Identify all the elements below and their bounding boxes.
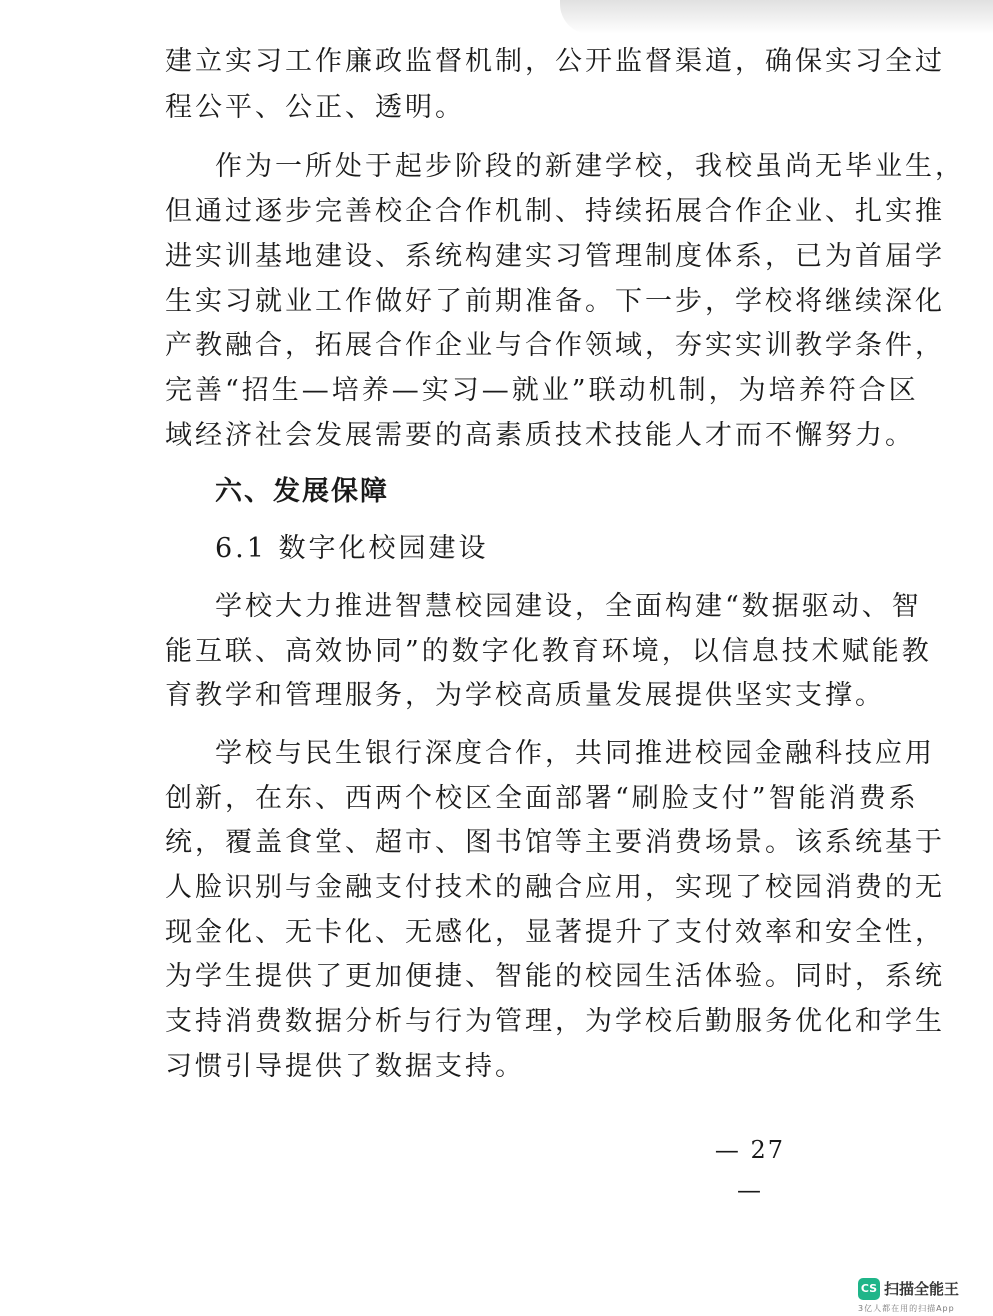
watermark-tagline: 3亿人都在用的扫描App [858,1304,955,1313]
text-line: 学校与民生银行深度合作，共同推进校园金融科技应用 [215,738,935,769]
section-heading: 六、发展保障 [215,476,389,507]
camscanner-watermark [858,1278,988,1314]
page-number: — 27 — [714,1136,786,1204]
text-line: 育教学和管理服务，为学校高质量发展提供坚实支撑。 [165,680,885,711]
text-line: 现金化、无卡化、无感化，显著提升了支付效率和安全性， [165,917,945,948]
text-line: 创新，在东、西两个校区全面部署“刷脸支付”智能消费系 [165,783,919,814]
camscanner-logo-icon: CS [858,1278,880,1300]
subsection-heading: 6.1 数字化校园建设 [215,533,489,564]
text-line: 为学生提供了更加便捷、智能的校园生活体验。同时，系统 [165,961,945,992]
watermark-app-name: 扫描全能王 [884,1280,960,1298]
text-line: 建立实习工作廉政监督机制，公开监督渠道，确保实习全过 [165,46,945,77]
text-line: 域经济社会发展需要的高素质技术技能人才而不懈努力。 [165,420,915,451]
text-line: 但通过逐步完善校企合作机制、持续拓展合作企业、扎实推 [165,196,945,227]
text-line: 支持消费数据分析与行为管理，为学校后勤服务优化和学生 [165,1006,945,1037]
text-line: 进实训基地建设、系统构建实习管理制度体系，已为首届学 [165,241,945,272]
text-line: 生实习就业工作做好了前期准备。下一步，学校将继续深化 [165,286,945,317]
text-line: 统，覆盖食堂、超市、图书馆等主要消费场景。该系统基于 [165,827,945,858]
text-line: 学校大力推进智慧校园建设，全面构建“数据驱动、智 [215,591,922,622]
text-line: 作为一所处于起步阶段的新建学校，我校虽尚无毕业生， [215,151,965,182]
text-line: 人脸识别与金融支付技术的融合应用，实现了校园消费的无 [165,872,945,903]
text-line: 能互联、高效协同”的数字化教育环境，以信息技术赋能教 [165,636,932,667]
text-line: 程公平、公正、透明。 [165,92,465,123]
text-line: 完善“招生—培养—实习—就业”联动机制，为培养符合区 [165,375,919,406]
text-line: 产教融合，拓展合作企业与合作领域，夯实实训教学条件， [165,330,945,361]
text-line: 习惯引导提供了数据支持。 [165,1051,525,1082]
